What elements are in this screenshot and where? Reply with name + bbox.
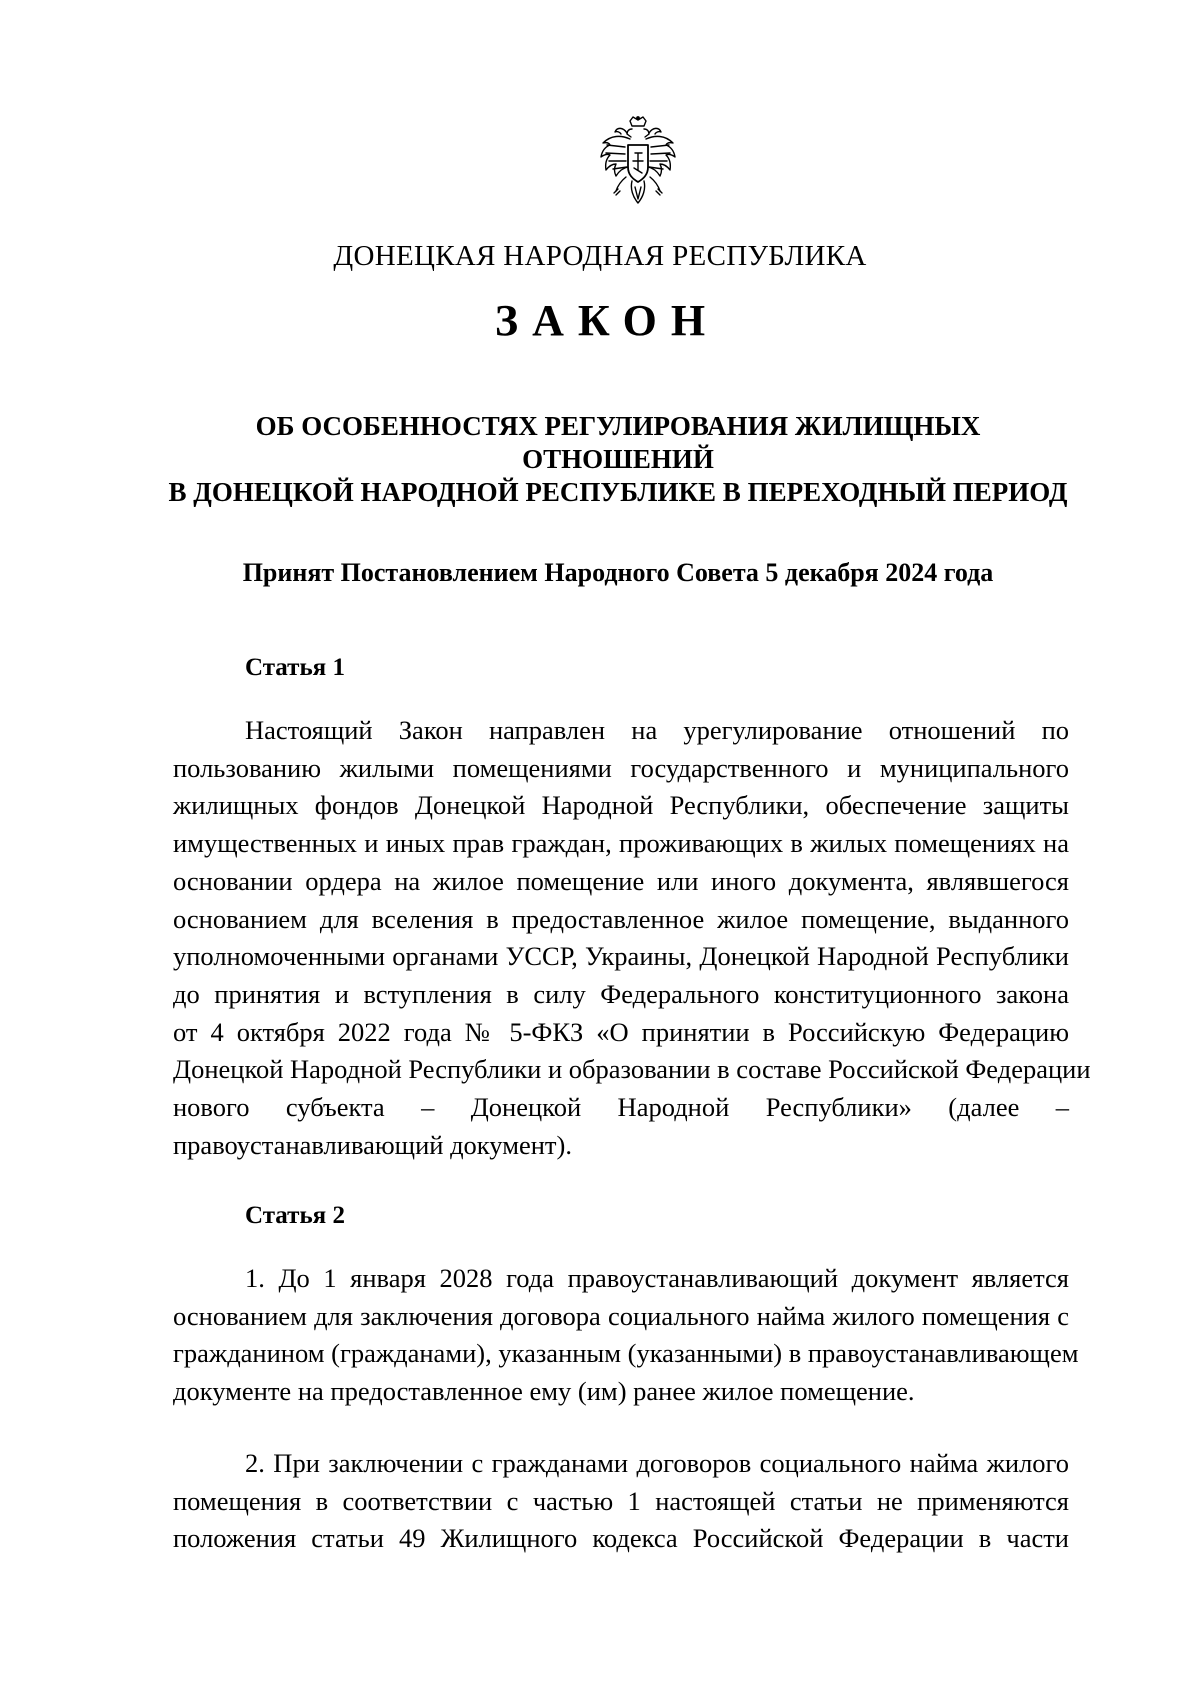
text-line: документе на предоставленное ему (им) ранее жилое помещение. (173, 1376, 915, 1407)
article-2-paragraph-1 (173, 1260, 1079, 1411)
text-line: Настоящий Закон направлен на урегулирование отношений по (245, 715, 1069, 745)
article-2-heading: Статья 2 (245, 1202, 345, 1229)
text-line: основанием для заключения договора социального найма жилого помещения с (173, 1300, 1069, 1331)
coat-of-arms-icon (597, 115, 679, 215)
document-type: ЗАКОН (494, 296, 720, 345)
text-line: пользованию жилыми помещениями государственного и муниципального (173, 752, 1069, 783)
law-title-line-2: В ДОНЕЦКОЙ НАРОДНОЙ РЕСПУБЛИКЕ В ПЕРЕХОДНЫЙ ПЕРИОД (168, 477, 1068, 507)
text-line: нового субъекта – Донецкой Народной Республики» (далее – (173, 1092, 1069, 1123)
text-line: 1. До 1 января 2028 года правоустанавливающий документ является (245, 1263, 1069, 1293)
text-line: Донецкой Народной Республики и образовании в составе Российской Федерации (173, 1054, 1091, 1085)
adoption-note: Принят Постановлением Народного Совета 5 декабря 2024 года (242, 558, 994, 587)
text-line: положения статьи 49 Жилищного кодекса Российской Федерации в части (173, 1523, 1069, 1554)
text-line: до принятия и вступления в силу Федерального конституционного закона (173, 978, 1069, 1009)
republic-name: ДОНЕЦКАЯ НАРОДНАЯ РЕСПУБЛИКА (333, 240, 867, 272)
article-1-paragraph (173, 712, 1091, 1164)
text-line: гражданином (гражданами), указанным (указанными) в правоустанавливающем (173, 1338, 1079, 1369)
text-line: основанием для вселения в предоставленное жилое помещение, выданного (173, 903, 1069, 934)
text-line: правоустанавливающий документ). (173, 1129, 572, 1160)
text-line: уполномоченными органами УССР, Украины, Донецкой Народной Республики (173, 941, 1069, 972)
article-1-heading: Статья 1 (245, 654, 345, 681)
article-2-paragraph-2 (173, 1445, 1069, 1558)
text-line: от 4 октября 2022 года № 5-ФКЗ «О принятии в Российскую Федерацию (173, 1016, 1069, 1047)
law-title-line-1: ОБ ОСОБЕННОСТЯХ РЕГУЛИРОВАНИЯ ЖИЛИЩНЫХ ОТНОШЕНИЙ (255, 411, 981, 474)
text-line: жилищных фондов Донецкой Народной Республики, обеспечение защиты (173, 790, 1069, 821)
text-line: имущественных и иных прав граждан, проживающих в жилых помещениях на (173, 828, 1069, 859)
text-line: основании ордера на жилое помещение или иного документа, являвшегося (173, 865, 1069, 896)
text-line: 2. При заключении с гражданами договоров социального найма жилого (245, 1448, 1069, 1478)
text-line: помещения в соответствии с частью 1 настоящей статьи не применяются (173, 1485, 1069, 1516)
law-title (168, 410, 1068, 509)
